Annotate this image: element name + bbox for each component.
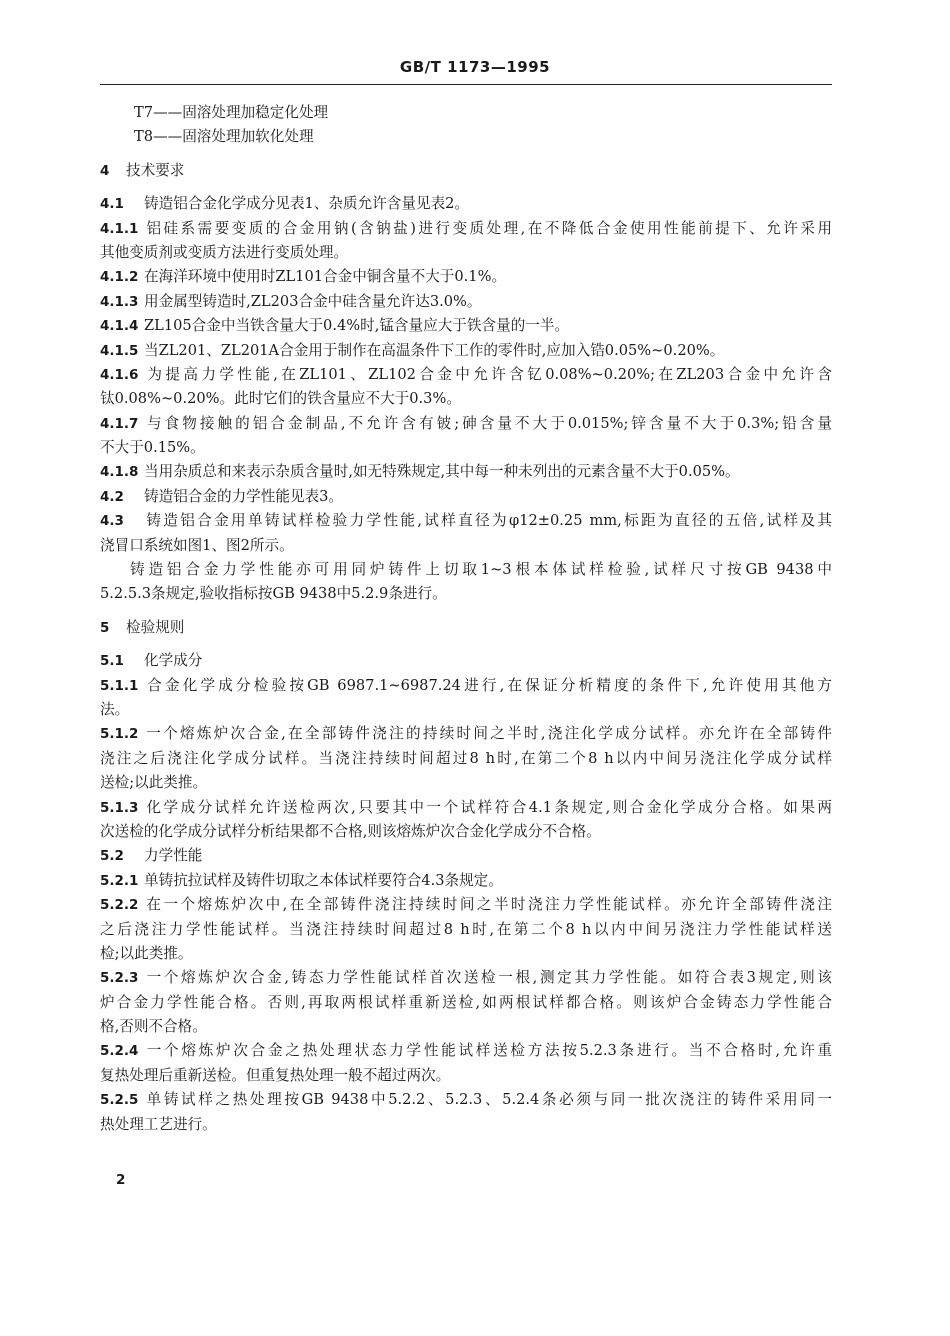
paragraph-line [100,1015,832,1039]
section-title: 技术要求 [126,161,185,179]
paragraph-line [100,722,832,746]
paragraph-line [100,918,832,942]
clause-text: 铸造铝合金化学成分见表1、杂质允许含量见表2。 [144,195,470,213]
clause-number: 4.3 [100,513,124,530]
clause-number: 5.2.4 [100,1043,139,1060]
paragraph-line [100,534,832,558]
paragraph-line [100,820,832,844]
clause-text: 法。 [100,700,130,718]
clause-text: 用金属型铸造时,ZL203合金中硅含量允许达3.0%。 [144,292,482,310]
clause-text: 力学性能 [144,847,203,865]
clause-text: 浇注之后浇注化学成分试样。当浇注持续时间超过8 h时,在第二个8 h以内中间另浇注化学成分试样 [100,749,832,767]
clause-text: 当ZL201、ZL201A合金用于制作在高温条件下工作的零件时,应加入锆0.05%~0.20%。 [144,341,725,359]
paragraph-line [100,796,832,820]
paragraph-line [100,217,832,241]
clause-text: 炉合金力学性能合格。否则,再取两根试样重新送检,如两根试样都合格。则该炉合金铸态力学性能合 [100,993,832,1011]
clause-text: 热处理工艺进行。 [100,1115,217,1133]
clause-number: 5.2.5 [100,1092,139,1109]
section-number: 5 [100,619,110,636]
clause-text: 单铸抗拉试样及铸件切取之本体试样要符合4.3条规定。 [144,871,503,889]
section-heading [100,616,832,640]
clause-number: 5.1 [100,653,124,670]
section-4-content [100,192,832,607]
clause-text: 格,否则不合格。 [100,1018,207,1036]
paragraph-line [100,966,832,990]
paragraph-line [100,674,832,698]
paragraph-line [100,1113,832,1137]
clause-number: 5.2.3 [100,970,139,987]
paragraph-line [100,698,832,722]
paragraph-line [100,1088,832,1112]
clause-text: ZL105合金中当铁含量大于0.4%时,锰含量应大于铁含量的一半。 [144,317,570,335]
clause-number: 4.1.5 [100,342,139,359]
paragraph-line [100,509,832,533]
paragraph-line [100,844,832,868]
paragraph-line [100,747,832,771]
clause-number: 4.1.3 [100,293,139,310]
paragraph-line [100,241,832,265]
clause-text: 化学成分 [144,652,203,670]
clause-text: 浇冒口系统如图1、图2所示。 [100,536,294,554]
clause-number: 4.1 [100,196,124,213]
clause-number: 4.1.8 [100,464,139,481]
definition-item: T7——固溶处理加稳定化处理 [134,104,329,121]
paragraph-line [100,485,832,509]
clause-text: 钛0.08%~0.20%。此时它们的铁含量应不大于0.3%。 [100,390,461,408]
paragraph-line [100,290,832,314]
clause-text: 不大于0.15%。 [100,439,205,457]
clause-text: 次送检的化学成分试样分析结果都不合格,则该熔炼炉次合金化学成分不合格。 [100,822,601,840]
clause-text: 5.2.5.3条规定,验收指标按GB 9438中5.2.9条进行。 [100,585,447,603]
clause-text: 合金化学成分检验按GB 6987.1~6987.24进行,在保证分析精度的条件下,允许使用其他方 [144,676,832,694]
section-title: 检验规则 [126,618,185,636]
clause-text: 与食物接触的铝合金制品,不允许含有铍;砷含量不大于0.015%;锌含量不大于0.3%;铅含量 [144,414,832,432]
paragraph-line [100,942,832,966]
page-number: 2 [116,1172,126,1188]
section-5-content [100,649,832,1137]
clause-text: 为提高力学性能,在ZL101、ZL102合金中允许含钇0.08%~0.20%;在ZL203合金中允许含 [144,365,832,383]
clause-text: 单铸试样之热处理按GB 9438中5.2.2、5.2.3、5.2.4条必须与同一批次浇注的铸件采用同一 [144,1091,832,1109]
paragraph-line [100,363,832,387]
paragraph-line [100,1039,832,1063]
clause-text: 检;以此类推。 [100,944,193,962]
paragraph-line [100,649,832,673]
definition-item: T8——固溶处理加软化处理 [134,128,314,146]
paragraph-line [100,893,832,917]
clause-text: 在海洋环境中使用时ZL101合金中铜含量不大于0.1%。 [144,268,507,286]
clause-text: 复热处理后重新送检。但重复热处理一般不超过两次。 [100,1066,451,1084]
page-header: GB/T 1173—1995 [399,58,551,76]
clause-number: 5.2.2 [100,897,139,914]
clause-number: 4.1.7 [100,415,139,432]
clause-text: 一个熔炼炉次合金,铸态力学性能试样首次送检一根,测定其力学性能。如符合表3规定,则该 [144,969,832,987]
clause-text: 化学成分试样允许送检两次,只要其中一个试样符合4.1条规定,则合金化学成分合格。如果两 [144,798,832,816]
clause-text: 铸造铝合金用单铸试样检验力学性能,试样直径为φ12±0.25 mm,标距为直径的五倍,试样及其 [144,512,832,530]
paragraph-line [100,192,832,216]
clause-text: 在一个熔炼炉次中,在全部铸件浇注持续时间之半时浇注力学性能试样。亦允许全部铸件浇注 [144,896,832,914]
paragraph-line [100,387,832,411]
clause-number: 5.1.1 [100,677,139,694]
clause-number: 4.1.1 [100,220,139,237]
clause-text: 之后浇注力学性能试样。当浇注持续时间超过8 h时,在第二个8 h以内中间另浇注力学性能试样送 [100,920,832,938]
paragraph-line [100,991,832,1015]
paragraph-line [100,558,832,582]
paragraph-line [100,771,832,795]
paragraph-line [100,1064,832,1088]
paragraph-line [100,314,832,338]
clause-text: 当用杂质总和来表示杂质含量时,如无特殊规定,其中每一种未列出的元素含量不大于0.05%。 [144,463,740,481]
section-number: 4 [100,162,110,179]
paragraph-line [100,460,832,484]
clause-text: 一个熔炼炉次合金,在全部铸件浇注的持续时间之半时,浇注化学成分试样。亦允许在全部铸件 [144,725,832,743]
clause-text: 铸造铝合金的力学性能见表3。 [144,487,344,505]
clause-text: 铸造铝合金力学性能亦可用同炉铸件上切取1~3根本体试样检验,试样尺寸按GB 9438中 [130,561,832,579]
definition-list [100,101,832,150]
paragraph-line [100,265,832,289]
section-heading [100,159,832,183]
clause-number: 5.2 [100,848,124,865]
paragraph-line [100,339,832,363]
clause-number: 4.1.2 [100,269,139,286]
paragraph-line [100,436,832,460]
clause-number: 4.1.4 [100,318,139,335]
clause-text: 其他变质剂或变质方法进行变质处理。 [100,243,349,261]
clause-number: 4.2 [100,488,124,505]
clause-text: 铝硅系需要变质的合金用钠(含钠盐)进行变质处理,在不降低合金使用性能前提下、允许采用 [144,219,832,237]
clause-number: 4.1.6 [100,366,139,383]
paragraph-line [100,582,832,606]
clause-number: 5.2.1 [100,872,139,889]
paragraph-line [100,869,832,893]
document-body [100,101,832,1137]
header-divider [100,84,832,85]
clause-text: 送检;以此类推。 [100,774,208,792]
clause-number: 5.1.3 [100,799,139,816]
clause-text: 一个熔炼炉次合金之热处理状态力学性能试样送检方法按5.2.3条进行。当不合格时,允许重 [144,1042,832,1060]
paragraph-line [100,412,832,436]
clause-number: 5.1.2 [100,726,139,743]
